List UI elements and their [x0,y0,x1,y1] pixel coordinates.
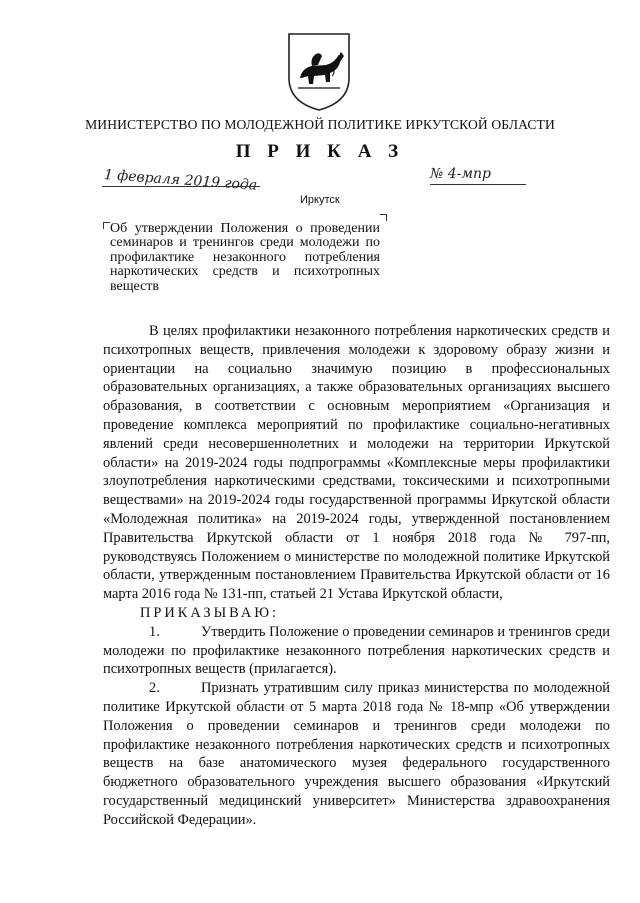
subject-corner-mark [380,214,387,221]
document-title: П Р И К А З [235,141,405,162]
directive-line: ПРИКАЗЫВАЮ: [140,604,280,621]
coat-of-arms-icon [286,32,352,112]
ministry-name: МИНИСТЕРСТВО ПО МОЛОДЕЖНОЙ ПОЛИТИКЕ ИРКУТСКОЙ ОБЛАСТИ [85,117,555,132]
subject-corner-mark [103,222,110,229]
order-subject: Об утверждении Положения о проведении семинаров и тренингов среди молодежи по профилактике незаконного потребления наркотических средств и психотропных веществ [110,221,380,294]
item-number: 1. [149,623,160,640]
handwritten-date: 1 февраля 2019 года [103,167,258,194]
item-number: 2. [149,680,160,697]
order-body [103,322,610,830]
order-item [103,623,610,679]
preamble-paragraph: В целях профилактики незаконного потребления наркотических средств и психотропных веществ, привлечения молодежи к здоровому образу жизни и ориентации на социально значимую позицию в профессиональных образовательных организациях, а также образовательных организациях высшего образования, в соответствии с основным мероприятием «Организация и проведение комплекса мероприятий по профилактике социально-негативных явлений среди несовершеннолетних и молодежи на территории Иркутской области» на 2019-2024 годы подпрограммы «Комплексные меры профилактики злоупотребления наркотическими средствами, токсическими и психотропными веществами» на 2019-2024 годы государственной программы Иркутской области «Молодежная политика» на 2019-2024 годы, утвержденной постановлением Правительства Иркутской области от 1 ноября 2018 года № 797-пп, руководствуясь Положением о министерстве по молодежной политике Иркутской области, утвержденным постановлением Правительства Иркутской области от 16 марта 2016 года № 131-пп, статьей 21 Устава Иркутской области, [103,323,610,603]
item-text: Признать утратившим силу приказ министерства по молодежной политике Иркутской области от 5 марта 2018 года № 18-мпр «Об утверждении Положения о проведении семинаров и тренингов среди молодежи по профилактике незаконного потребления наркотических средств и психотропных веществ на базе анатомического музея федерального государственного бюджетного образовательного учреждения высшего образования «Иркутский государственный медицинский университет» Министерства здравоохранения Российской Федерации». [103,680,610,828]
number-underline [430,184,526,185]
order-item [103,679,610,829]
city-name: Иркутск [300,194,340,206]
item-text: Утвердить Положение о проведении семинаров и тренингов среди молодежи по профилактике незаконного потребления наркотических средств и психотропных веществ (прилагается). [103,623,610,678]
date-underline [102,186,260,187]
handwritten-number: № 4-мпр [430,166,491,182]
